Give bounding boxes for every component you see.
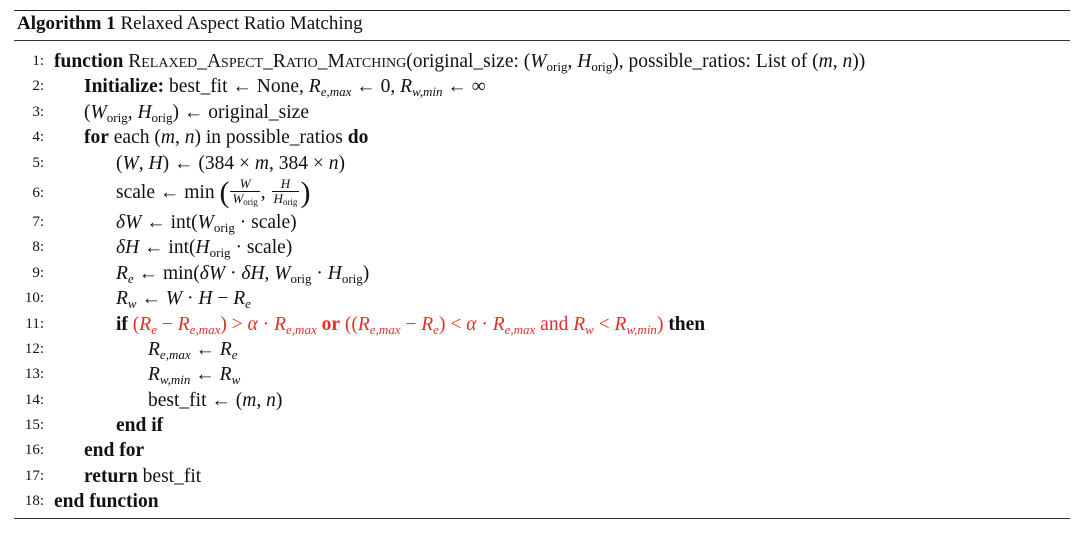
sym-alpha: α [247,313,258,335]
var-scale: scale [246,237,286,259]
sym-m: m [818,51,833,72]
var-best-fit: best_fit [169,76,228,98]
sub-e: e [151,321,157,337]
line-number: 10: [24,290,44,307]
sym-h: H [195,237,210,259]
sym-h: H [198,288,213,310]
sym-w: W [165,288,183,310]
var-original-size: original_size [208,101,309,123]
line-code [84,438,144,463]
sym-w: W [239,176,251,192]
sym-r: R [219,338,232,360]
gt-op: > [231,313,243,335]
keyword-function: function [54,51,124,72]
line-number: 12: [24,340,44,357]
sym-h: H [250,262,265,284]
dot-op: · [239,211,247,233]
sym-n: n [266,389,276,411]
line-code: best_fit ← (m, n) [148,389,283,411]
line-number: 5: [32,154,44,171]
sym-delta: δ [116,211,126,233]
sub-orig: orig [591,59,613,74]
sym-delta: δ [116,237,126,259]
algo-line-16 [14,438,1070,463]
dot-op: · [186,288,194,310]
sym-w: W [208,262,226,284]
dot-op: · [316,262,323,284]
assign-arrow: ← [195,364,215,386]
algo-line-1 [14,49,1070,74]
fraction-w [230,177,259,209]
line-code: for each (m, n) in possible_ratios do [84,127,369,149]
sub-orig: orig [243,197,258,208]
param-original-size: original_size [412,51,514,72]
line-code: δH ← $int(H_{orig}$ · scale) [116,237,293,261]
keyword-return: return [84,465,138,487]
sym-r: R [573,313,586,335]
function-name: Relaxed_Aspect_Ratio_Matching [128,51,407,72]
line-code: δW ← $int(W_{orig}$ · scale) [116,211,297,235]
sub-orig: orig [106,109,128,125]
algo-line-13 [14,362,1070,387]
sub-orig: orig [546,59,568,74]
algo-line-10 [14,286,1070,311]
line-number: 3: [32,103,44,120]
algorithm-block [14,10,1070,515]
line-code: (W, H) ← (384 × m, 384 × n) [116,152,345,174]
dot-op: · [230,262,237,284]
sub-e-max: e,max [369,321,401,337]
var-possible-ratios: possible_ratios [225,127,343,149]
keyword-then: then [668,313,706,335]
minus-op: − [405,313,417,335]
keyword-each: each [113,127,150,149]
caption-label: Algorithm 1 [17,13,116,34]
line-code: ($W_{orig}$, $H_{orig}$) ← original_size [84,101,309,125]
func-min: min [162,262,194,284]
assign-arrow: ← [141,288,161,310]
sym-r: R [421,313,434,335]
sym-n: n [842,51,853,72]
top-rule [14,10,1070,11]
sub-orig: orig [151,109,173,125]
sym-delta: δ [241,262,251,284]
sub-w: w [127,296,137,312]
sub-e-max: e,max [504,321,536,337]
sym-r: R [116,288,128,310]
sym-alpha: α [466,313,477,335]
algorithm-caption [14,12,1070,36]
value-infinity: ∞ [471,76,486,98]
sym-h: H [327,262,342,284]
dot-op: · [235,237,242,259]
fraction-h [272,177,300,209]
caption-rule [14,40,1070,41]
caption-title: Relaxed Aspect Ratio Matching [120,13,363,34]
dot-op: · [481,313,488,335]
minus-op: − [217,288,229,310]
sym-w: W [232,191,244,207]
algo-line-7 [14,210,1070,235]
keyword-or: or [321,313,340,335]
sym-h: H [577,51,592,72]
assign-arrow: ← [183,101,204,123]
sym-r: R [614,313,627,335]
sub-orig: orig [282,197,298,208]
assign-arrow: ← [138,262,159,284]
assign-arrow: ← [356,76,376,98]
list-of-text: List of [755,51,808,72]
sym-r: R [357,313,370,335]
sym-n: n [328,152,339,174]
sym-m: m [242,389,257,411]
sub-orig: orig [290,270,312,286]
bottom-rule [14,518,1070,519]
value-zero: 0 [380,76,391,98]
var-scale: scale [251,211,291,233]
sub-w: w [585,321,594,337]
line-number: 18: [24,493,44,510]
sym-h: H [148,152,163,174]
assign-arrow: ← [146,211,166,233]
sub-w: w [231,372,241,388]
sub-w-min: w,min [159,372,191,388]
sub-orig: orig [213,219,235,235]
sym-h: H [125,237,140,259]
value-384: 384 [204,152,235,174]
line-number: 17: [24,467,44,484]
sub-e-max: e,max [159,346,191,362]
sym-r: R [400,76,413,98]
assign-arrow: ← [195,338,215,360]
func-int: int [168,237,190,259]
var-scale: scale [116,181,155,203]
keyword-if: if [116,313,128,335]
algo-line-12 [14,337,1070,362]
sub-w-min: w,min [412,84,443,100]
algo-line-9 [14,261,1070,286]
sym-w: W [530,51,547,72]
sym-r: R [116,262,128,284]
sym-w: W [274,262,291,284]
keyword-and: and [540,313,569,335]
sym-w: W [197,211,214,233]
algo-line-18 [14,489,1070,514]
times-sign: × [238,152,250,174]
func-int: int [170,211,192,233]
line-number: 2: [32,78,44,95]
sym-r: R [139,313,152,335]
line-number: 7: [32,213,44,230]
sym-r: R [308,76,321,98]
algo-line-4 [14,125,1070,150]
sub-e: e [245,296,251,312]
sub-e-max: e,max [320,84,352,100]
var-best-fit: best_fit [142,465,202,487]
assign-arrow: ← [232,76,252,98]
assign-arrow: ← [173,152,194,174]
sym-w: W [125,211,142,233]
sym-m: m [254,152,269,174]
sym-delta: δ [199,262,209,284]
line-number: 1: [32,53,44,69]
line-number: 8: [32,239,44,256]
algo-line-14 [14,388,1070,413]
if-condition: $(R_e - R_{e,max}) > \alpha \cdot R_{e,max}$ or ($(R_{e,max} - R_e) < \alpha \cdot R_{e,max}$ and $R_w < R_{w,min}$) [132,313,664,337]
sub-e: e [127,270,134,286]
assign-arrow: ← [159,181,180,203]
keyword-in: in [205,127,222,149]
algo-line-6 [14,176,1070,210]
assign-arrow: ← [211,389,231,411]
line-number: 16: [24,442,44,459]
sym-w: W [90,101,107,123]
sym-h: H [280,176,291,192]
algo-line-3 [14,100,1070,125]
line-code [116,413,163,438]
line-number: 14: [24,391,44,408]
sym-r: R [233,288,246,310]
line-number: 9: [32,264,44,281]
line-code: scale ← min ( $\frac{W}{W_{orig}}$ , $\frac{H}{H_{orig}}$ ) [116,175,311,209]
sub-orig: orig [341,270,363,286]
line-code [54,489,159,514]
line-number: 15: [24,417,44,434]
func-min: min [184,181,215,203]
keyword-initialize: Initialize: [84,76,165,98]
sym-w: W [122,152,139,174]
sym-n: n [184,127,195,149]
line-number: 4: [32,129,44,146]
value-none: None [256,76,300,98]
sym-r: R [148,364,160,386]
dot-op: · [262,313,270,335]
assign-arrow: ← [447,76,467,98]
keyword-end-function: end function [54,491,159,513]
keyword-end-for: end for [84,440,145,462]
sub-e-max: e,max [286,321,317,337]
algo-line-17 [14,464,1070,489]
line-number: 6: [32,184,44,201]
sym-r: R [274,313,287,335]
times-sign: × [312,152,324,174]
algo-line-8 [14,235,1070,260]
sub-e: e [231,346,238,362]
keyword-end-if: end if [116,415,164,437]
sub-orig: orig [209,245,231,261]
sym-r: R [219,364,232,386]
sym-r: R [492,313,505,335]
keyword-for: for [84,127,109,149]
line-code: $R_e$ ← min(δW · δH, $W_{orig} \cdot H_{orig}$) [116,262,370,286]
sub-w-min: w,min [626,321,657,337]
sym-h: H [137,101,152,123]
sym-m: m [160,127,175,149]
line-number: 11: [25,315,44,332]
sym-h: H [273,191,283,207]
sub-e-max: e,max [189,321,221,337]
sym-r: R [148,338,160,360]
var-best-fit: best_fit [148,389,207,411]
keyword-do: do [347,127,369,149]
lt-op: < [450,313,462,335]
algo-line-11 [14,312,1070,337]
algo-line-15 [14,413,1070,438]
lt-op: < [598,313,610,335]
line-number: 13: [24,366,44,383]
line-code: Initialize: best_fit ← None, $R_{e,max}$ ← 0, $R_{w,min}$ ← ∞ [84,76,486,100]
sym-r: R [177,313,190,335]
algo-line-2 [14,74,1070,99]
minus-op: − [161,313,173,335]
line-code: function Relaxed_Aspect_Ratio_Matching(original_size: ($W_{orig}$, $H_{orig}$), possible_ratios: List of (m, n)) [54,51,866,74]
algo-line-5 [14,151,1070,176]
assign-arrow: ← [144,237,164,259]
value-384: 384 [278,152,308,174]
line-code [84,464,201,489]
param-possible-ratios: possible_ratios [628,51,746,72]
sub-e: e [433,321,439,337]
algorithm-lines [14,49,1070,515]
